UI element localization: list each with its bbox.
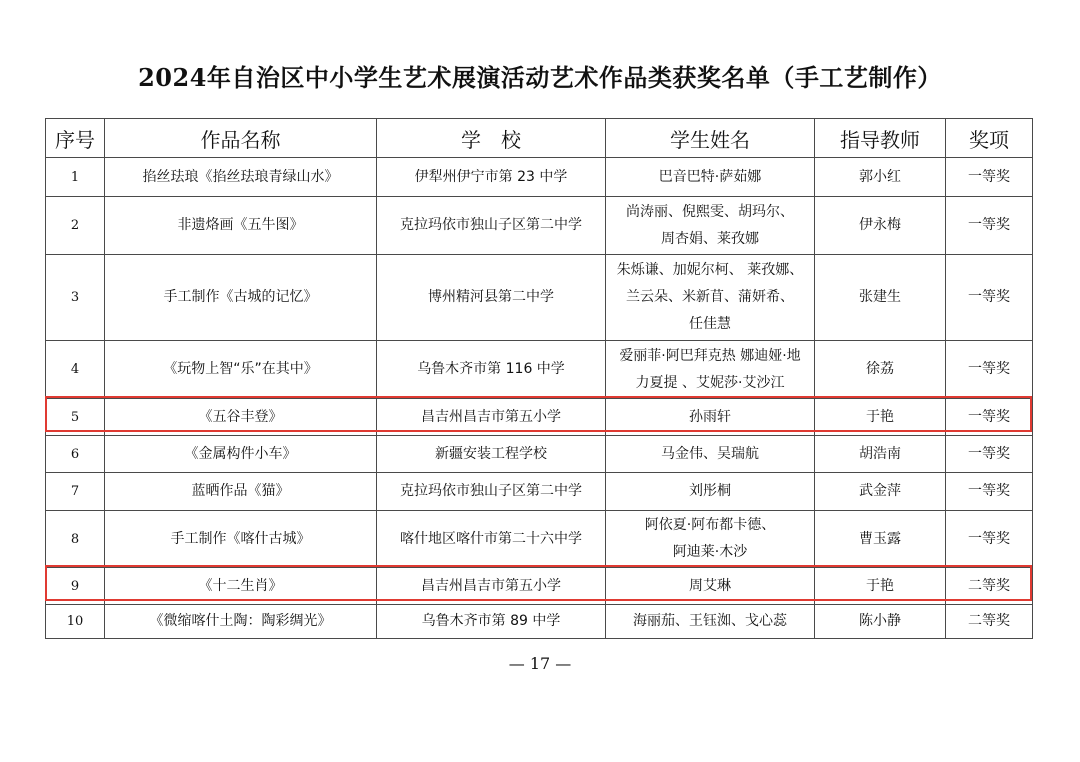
table-row — [46, 158, 1033, 197]
cell-student-names — [606, 568, 815, 605]
table-row — [46, 473, 1033, 511]
cell-award: 一等奖 — [946, 511, 1033, 568]
cell-seq: 8 — [46, 511, 105, 568]
cell-award: 二等奖 — [946, 568, 1033, 605]
cell-student-names — [606, 399, 815, 436]
cell-work-name: 蓝晒作品《猫》 — [105, 473, 377, 511]
table-row — [46, 197, 1033, 255]
table-row — [46, 341, 1033, 399]
table-row — [46, 511, 1033, 568]
cell-school: 乌鲁木齐市第 116 中学 — [377, 341, 606, 399]
cell-seq: 2 — [46, 197, 105, 255]
cell-work-name: 《十二生肖》 — [105, 568, 377, 605]
header-school: 学 校 — [377, 119, 606, 158]
cell-seq: 3 — [46, 255, 105, 341]
table-row — [46, 255, 1033, 341]
cell-work-name: 《微缩喀什土陶：陶彩绸光》 — [105, 605, 377, 639]
cell-school: 新疆安装工程学校 — [377, 436, 606, 473]
header-seq: 序号 — [46, 119, 105, 158]
document-title: 2024年自治区中小学生艺术展演活动艺术作品类获奖名单（手工艺制作） — [138, 63, 942, 92]
cell-award: 一等奖 — [946, 399, 1033, 436]
cell-teacher: 陈小静 — [815, 605, 946, 639]
cell-student-names — [606, 197, 815, 255]
header-work-name: 作品名称 — [105, 119, 377, 158]
header-student-names: 学生姓名 — [606, 119, 815, 158]
table-row — [46, 436, 1033, 473]
cell-teacher: 于艳 — [815, 399, 946, 436]
cell-school: 乌鲁木齐市第 89 中学 — [377, 605, 606, 639]
student-line: 周杏娟、莱孜娜 — [661, 230, 759, 247]
cell-teacher: 郭小红 — [815, 158, 946, 197]
cell-work-name: 手工制作《喀什古城》 — [105, 511, 377, 568]
student-line: 孙雨轩 — [689, 408, 731, 425]
cell-seq: 10 — [46, 605, 105, 639]
cell-school: 昌吉州昌吉市第五小学 — [377, 568, 606, 605]
cell-student-names — [606, 158, 815, 197]
cell-student-names — [606, 341, 815, 399]
cell-seq: 5 — [46, 399, 105, 436]
awards-table — [45, 118, 1033, 639]
cell-student-names — [606, 255, 815, 341]
cell-award: 二等奖 — [946, 605, 1033, 639]
cell-award: 一等奖 — [946, 255, 1033, 341]
student-line: 任佳慧 — [689, 316, 731, 332]
cell-teacher: 胡浩南 — [815, 436, 946, 473]
cell-work-name: 非遗烙画《五牛图》 — [105, 197, 377, 255]
cell-teacher: 张建生 — [815, 255, 946, 341]
cell-award: 一等奖 — [946, 473, 1033, 511]
cell-student-names — [606, 511, 815, 568]
cell-teacher: 武金萍 — [815, 473, 946, 511]
student-line: 朱烁谦、加妮尔柯、 莱孜娜、 — [616, 262, 804, 278]
student-line: 爱丽菲·阿巴拜克热 娜迪娅·地 — [619, 347, 801, 364]
cell-work-name: 手工制作《古城的记忆》 — [105, 255, 377, 341]
cell-work-name: 《玩物上智“乐”在其中》 — [105, 341, 377, 399]
cell-school: 克拉玛依市独山子区第二中学 — [377, 473, 606, 511]
cell-work-name: 掐丝珐琅《掐丝珐琅青绿山水》 — [105, 158, 377, 197]
cell-award: 一等奖 — [946, 197, 1033, 255]
header-teacher: 指导教师 — [815, 119, 946, 158]
student-line: 阿迪莱·木沙 — [672, 544, 748, 560]
cell-award: 一等奖 — [946, 158, 1033, 197]
student-line: 阿依夏·阿布都卡德、 — [644, 517, 776, 533]
header-award: 奖项 — [946, 119, 1033, 158]
cell-teacher: 徐荔 — [815, 341, 946, 399]
table-header-row — [46, 119, 1033, 158]
cell-school: 喀什地区喀什市第二十六中学 — [377, 511, 606, 568]
cell-seq: 7 — [46, 473, 105, 511]
cell-school: 博州精河县第二中学 — [377, 255, 606, 341]
cell-teacher: 曹玉露 — [815, 511, 946, 568]
cell-seq: 4 — [46, 341, 105, 399]
student-line: 力夏提 、艾妮莎·艾沙江 — [635, 374, 785, 391]
student-line: 海丽茄、王钰洳、戈心蕊 — [633, 613, 787, 629]
cell-school: 伊犁州伊宁市第 23 中学 — [377, 158, 606, 197]
student-line: 马金伟、吴瑞航 — [661, 445, 759, 462]
table-row — [46, 399, 1033, 436]
table-row — [46, 605, 1033, 639]
cell-award: 一等奖 — [946, 436, 1033, 473]
student-line: 巴音巴特·萨茹娜 — [658, 168, 762, 185]
cell-award: 一等奖 — [946, 341, 1033, 399]
cell-seq: 1 — [46, 158, 105, 197]
student-line: 尚涛丽、倪熙雯、胡玛尔、 — [626, 203, 794, 220]
cell-student-names — [606, 605, 815, 639]
table-row — [46, 568, 1033, 605]
cell-seq: 6 — [46, 436, 105, 473]
page-number: — 17 — — [508, 654, 572, 673]
cell-teacher: 于艳 — [815, 568, 946, 605]
cell-work-name: 《金属构件小车》 — [105, 436, 377, 473]
student-line: 刘彤桐 — [689, 483, 731, 499]
cell-teacher: 伊永梅 — [815, 197, 946, 255]
cell-student-names — [606, 473, 815, 511]
student-line: 兰云朵、米新苜、蒲妍希、 — [626, 289, 794, 305]
cell-school: 昌吉州昌吉市第五小学 — [377, 399, 606, 436]
student-line: 周艾琳 — [689, 577, 731, 594]
cell-seq: 9 — [46, 568, 105, 605]
cell-school: 克拉玛依市独山子区第二中学 — [377, 197, 606, 255]
cell-student-names — [606, 436, 815, 473]
cell-work-name: 《五谷丰登》 — [105, 399, 377, 436]
